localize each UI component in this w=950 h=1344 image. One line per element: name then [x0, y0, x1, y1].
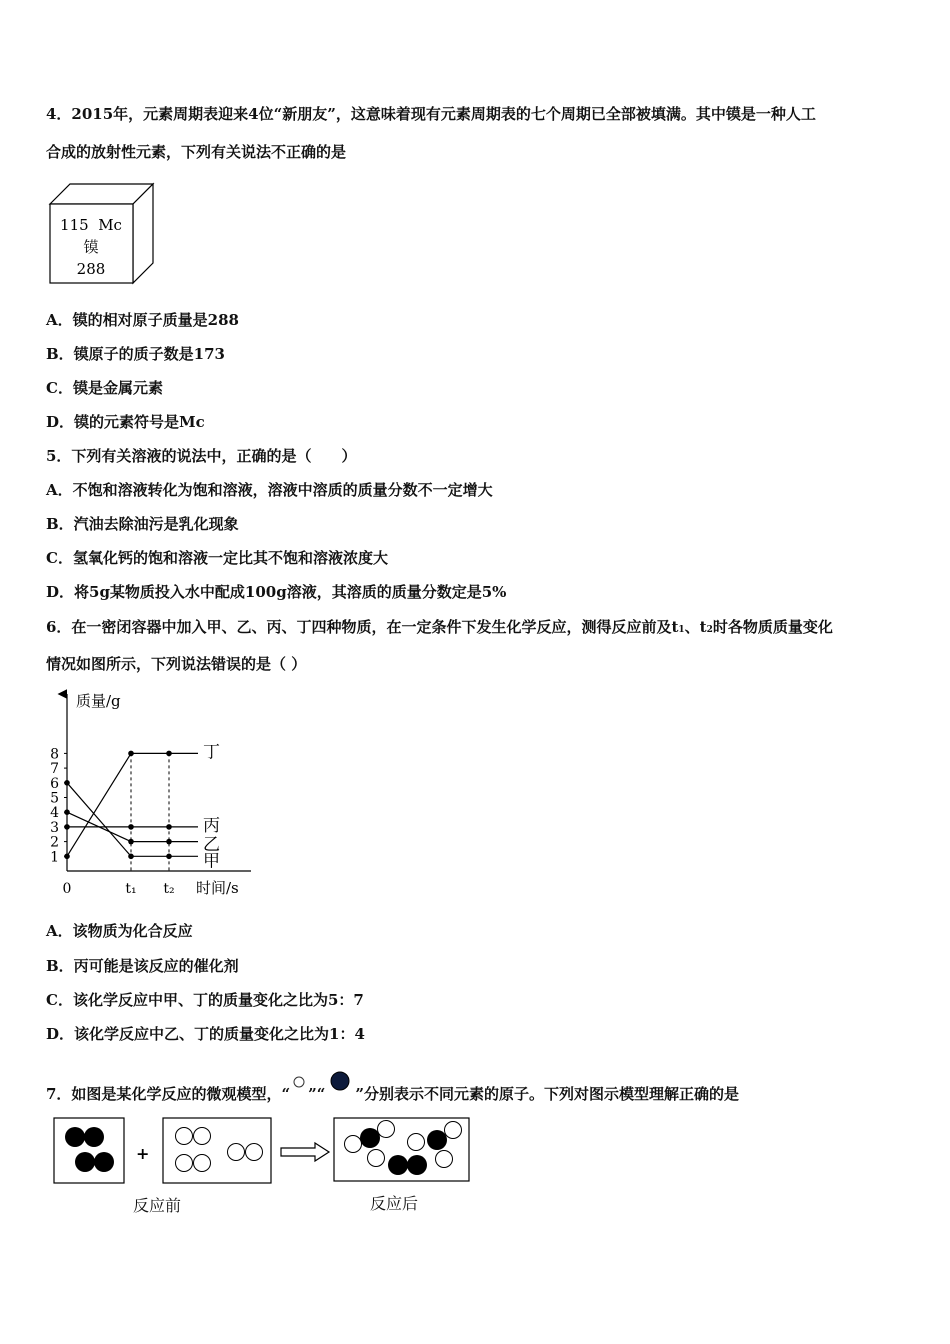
- data-point: [166, 824, 172, 830]
- series-line-甲: [67, 783, 198, 857]
- series-label: 丙: [203, 816, 220, 837]
- q6-option-b: B．丙可能是该反应的催化剂: [46, 957, 239, 975]
- q5-option-a: A．不饱和溶液转化为饱和溶液，溶液中溶质的质量分数不一定增大: [46, 481, 493, 499]
- q4-option-c: C．镆是金属元素: [46, 379, 163, 397]
- data-point: [128, 854, 134, 860]
- y-tick-label: 1: [50, 849, 59, 866]
- y-tick-label: 4: [50, 805, 59, 822]
- y-tick-label: 6: [50, 775, 59, 792]
- q4-stem-line1: 4．2015年，元素周期表迎来4位“新朋友”，这意味着现有元素周期表的七个周期已全部被填满。其中镆是一种人工: [46, 105, 816, 123]
- series-label: 甲: [203, 851, 220, 872]
- x-tick-label: t₂: [163, 881, 175, 897]
- y-tick-label: 2: [50, 834, 59, 851]
- q6-stem-line1: 6．在一密闭容器中加入甲、乙、丙、丁四种物质，在一定条件下发生化学反应，测得反应前及t1、t2时各物质质量变化: [46, 618, 833, 636]
- data-point: [166, 854, 172, 860]
- mass-time-chart: [46, 686, 256, 900]
- q7-stem: 7．如图是某化学反应的微观模型，“ ”“ ”分别表示不同元素的原子。下列对图示模型理解正确的是: [46, 1069, 739, 1104]
- data-point: [128, 839, 134, 845]
- q4-stem-line2: 合成的放射性元素，下列有关说法不正确的是: [46, 143, 347, 161]
- data-point: [64, 780, 70, 786]
- caption-before: 反应前: [133, 1196, 182, 1215]
- series-label: 乙: [203, 835, 220, 855]
- y-tick-label: 7: [50, 761, 59, 778]
- caption-after: 反应后: [370, 1194, 419, 1213]
- micro-model-figure: [50, 1112, 475, 1192]
- reaction-arrow: [281, 1143, 329, 1161]
- q6-stem-line2: 情况如图所示，下列说法错误的是（ ）: [46, 655, 307, 673]
- x-tick-label: 0: [62, 881, 72, 897]
- q4-option-a: A．镆的相对原子质量是288: [46, 311, 239, 329]
- y-tick-label: 8: [50, 746, 59, 763]
- element-mass: 288: [76, 260, 106, 278]
- q4-option-d: D．镆的元素符号是Mc: [46, 413, 205, 431]
- y-tick-label: 3: [50, 819, 59, 836]
- x-tick-label: t₁: [125, 881, 137, 897]
- before-box-black: [54, 1118, 124, 1183]
- q6-option-c: C．该化学反应中甲、丁的质量变化之比为5：7: [46, 991, 364, 1009]
- white-atom-legend-icon: [290, 1073, 308, 1091]
- data-point: [166, 751, 172, 757]
- q6-option-a: A．该物质为化合反应: [46, 922, 193, 940]
- data-point: [128, 824, 134, 830]
- x-axis-label: 时间/s: [196, 879, 239, 897]
- element-number-symbol: 115 Mc: [60, 216, 122, 234]
- data-point: [128, 751, 134, 757]
- q5-stem: 5．下列有关溶液的说法中，正确的是（ ）: [46, 447, 357, 465]
- data-point: [64, 809, 70, 815]
- q5-option-b: B．汽油去除油污是乳化现象: [46, 515, 239, 533]
- q5-option-c: C．氢氧化钙的饱和溶液一定比其不饱和溶液浓度大: [46, 549, 388, 567]
- q6-option-d: D．该化学反应中乙、丁的质量变化之比为1：4: [46, 1025, 365, 1043]
- q5-option-d: D．将5g某物质投入水中配成100g溶液，其溶质的质量分数定是5%: [46, 583, 507, 601]
- plus-sign: +: [136, 1144, 150, 1163]
- y-axis-label: 质量/g: [76, 692, 121, 710]
- black-atom-legend-icon: [325, 1069, 355, 1093]
- series-label: 丁: [203, 742, 220, 763]
- y-tick-label: 5: [50, 790, 59, 807]
- data-point: [64, 824, 70, 830]
- element-name: 镆: [83, 238, 99, 256]
- element-cell-figure: [46, 180, 158, 286]
- data-point: [166, 839, 172, 845]
- data-point: [64, 854, 70, 860]
- q4-option-b: B．镆原子的质子数是173: [46, 345, 225, 363]
